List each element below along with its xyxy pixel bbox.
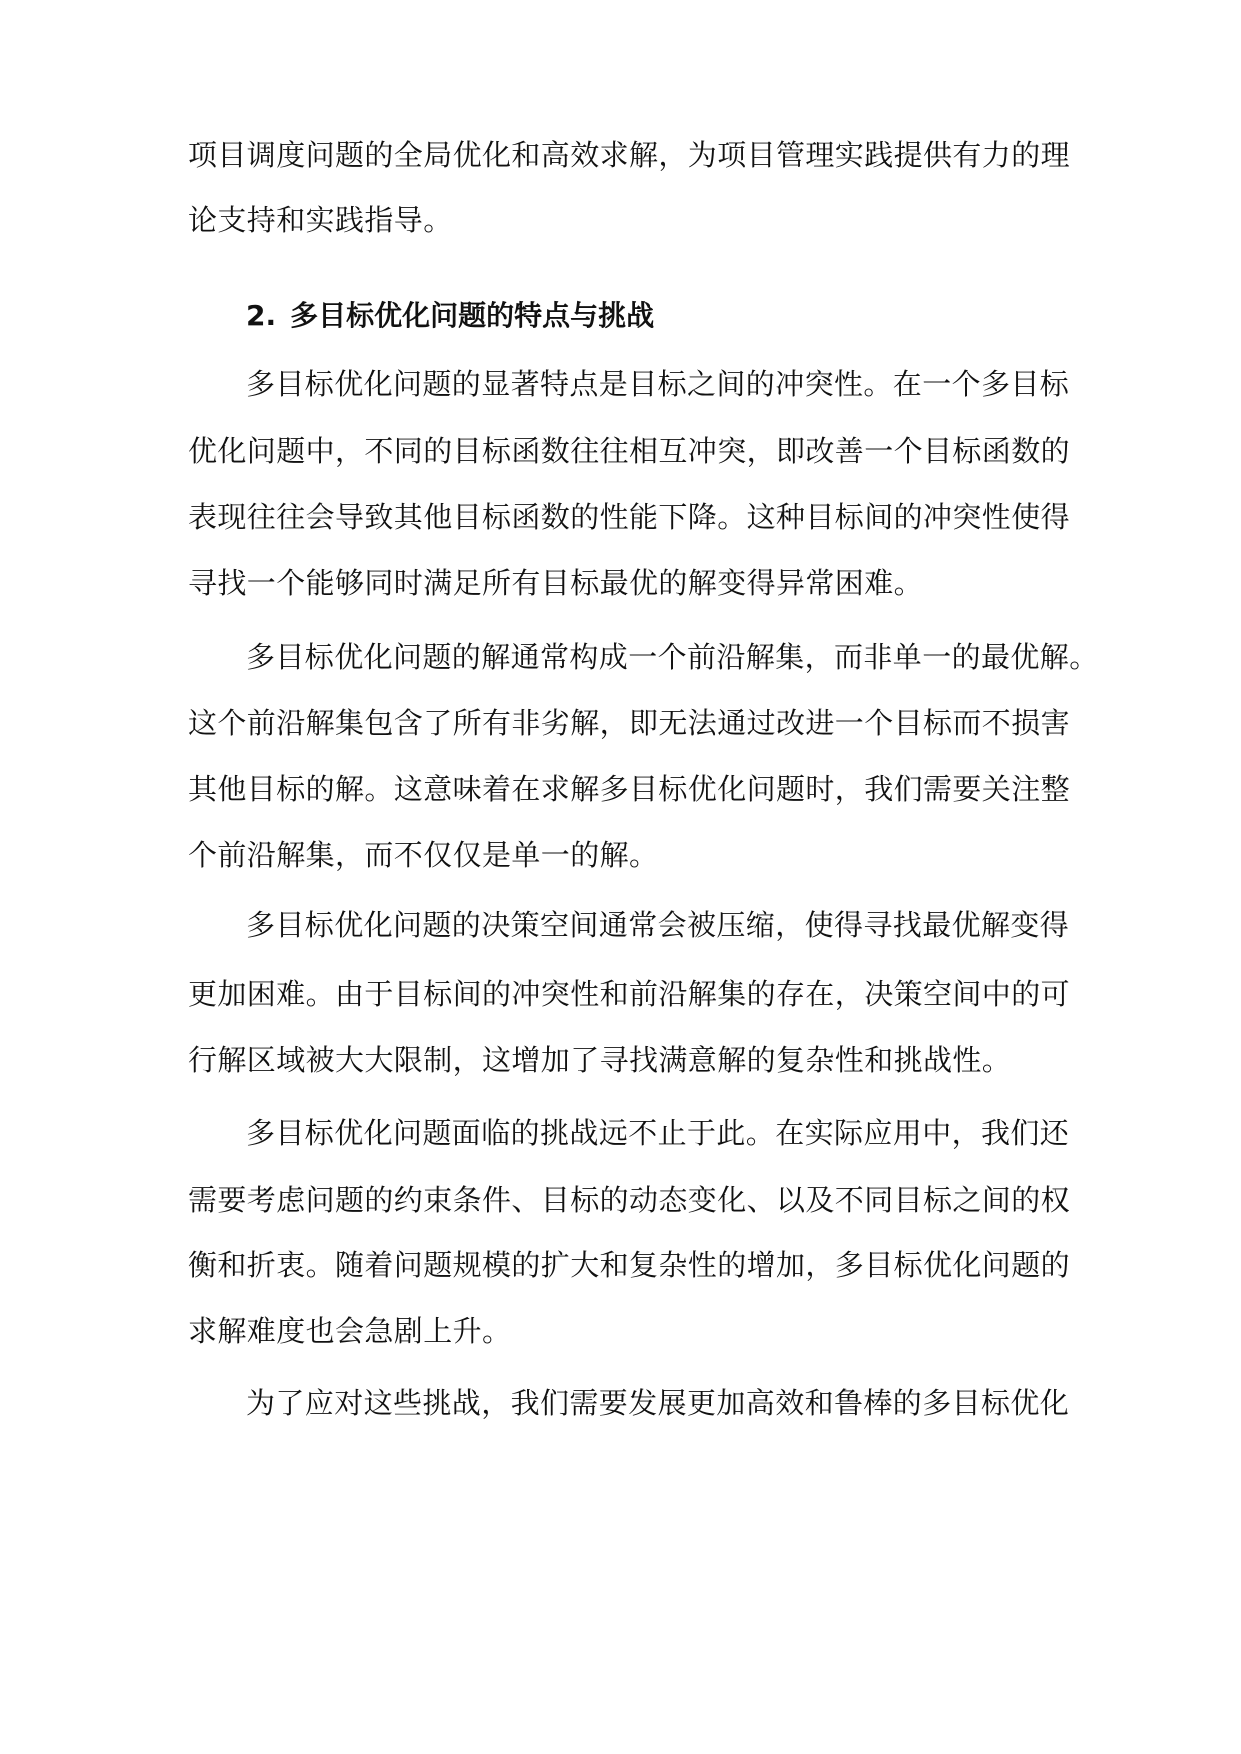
paragraph-line: 其他目标的解。这意味着在求解多目标优化问题时，我们需要关注整 (188, 772, 1071, 806)
section-title: 多目标优化问题的特点与挑战 (290, 299, 655, 332)
section-heading (246, 296, 654, 336)
paragraph-line: 项目调度问题的全局优化和高效求解，为项目管理实践提供有力的理 (188, 138, 1071, 172)
paragraph-line: 衡和折衷。随着问题规模的扩大和复杂性的增加，多目标优化问题的 (188, 1248, 1071, 1282)
paragraph-line: 论支持和实践指导。 (188, 203, 453, 237)
paragraph-line: 行解区域被大大限制，这增加了寻找满意解的复杂性和挑战性。 (188, 1043, 1012, 1077)
paragraph-line: 更加困难。由于目标间的冲突性和前沿解集的存在，决策空间中的可 (188, 977, 1071, 1011)
paragraph-line: 表现往往会导致其他目标函数的性能下降。这种目标间的冲突性使得 (188, 500, 1071, 534)
paragraph-line: 多目标优化问题的显著特点是目标之间的冲突性。在一个多目标 (246, 367, 1070, 401)
paragraph-line: 多目标优化问题的决策空间通常会被压缩，使得寻找最优解变得 (246, 908, 1070, 942)
paragraph-line: 这个前沿解集包含了所有非劣解，即无法通过改进一个目标而不损害 (188, 706, 1071, 740)
paragraph-line: 需要考虑问题的约束条件、目标的动态变化、以及不同目标之间的权 (188, 1183, 1071, 1217)
paragraph-line: 多目标优化问题面临的挑战远不止于此。在实际应用中，我们还 (246, 1116, 1070, 1150)
paragraph-line: 为了应对这些挑战，我们需要发展更加高效和鲁棒的多目标优化 (246, 1386, 1070, 1420)
paragraph-line: 多目标优化问题的解通常构成一个前沿解集，而非单一的最优解。 (246, 640, 1099, 674)
section-number: 2. (246, 299, 277, 332)
paragraph-line: 寻找一个能够同时满足所有目标最优的解变得异常困难。 (188, 566, 924, 600)
paragraph-line: 求解难度也会急剧上升。 (188, 1314, 512, 1348)
paragraph-line: 优化问题中，不同的目标函数往往相互冲突，即改善一个目标函数的 (188, 434, 1071, 468)
paragraph-line: 个前沿解集，而不仅仅是单一的解。 (188, 838, 659, 872)
